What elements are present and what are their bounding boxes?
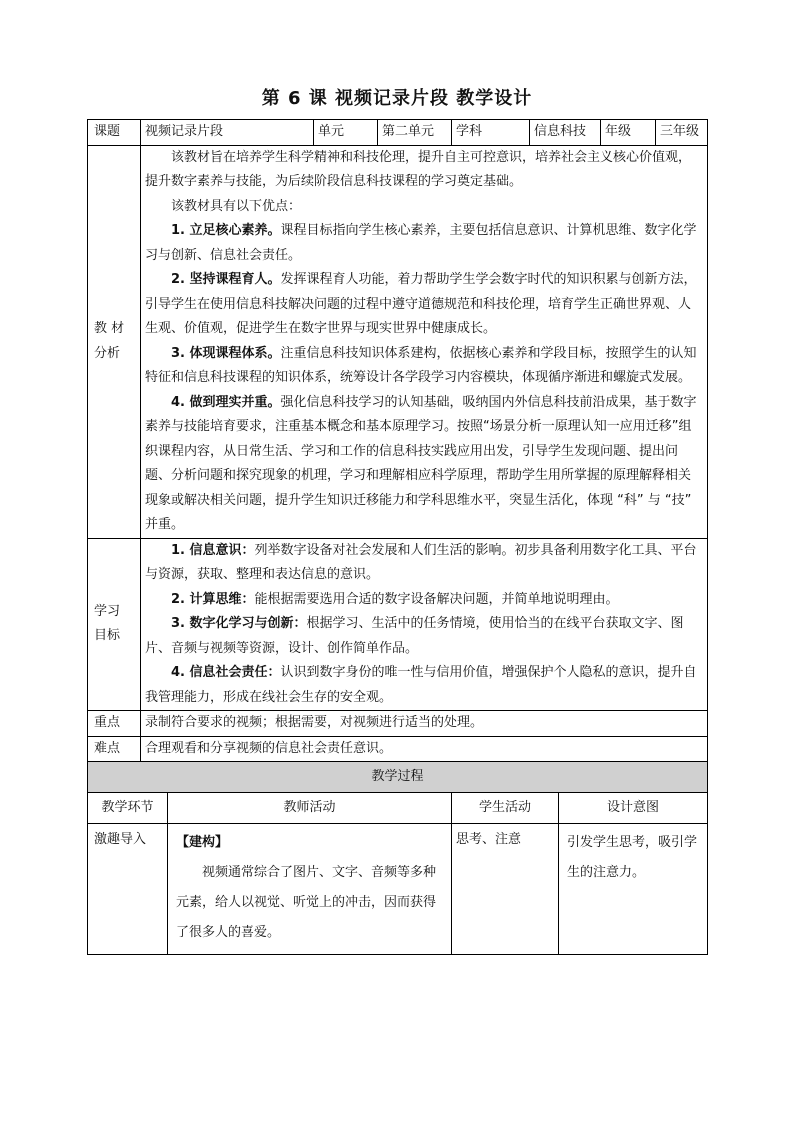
process-heading-row xyxy=(88,762,708,793)
process-student: 思考、注意 xyxy=(452,824,559,955)
process-col-stage: 教学环节 xyxy=(88,793,168,824)
material-label-line1: 教 材 xyxy=(94,321,125,336)
objective-point xyxy=(145,612,703,661)
objective-body: 认识到数字身份的唯一性与信用价值，增强保护个人隐私的意识，提升自我管理能力，形成在线社会生存的安全观。 xyxy=(145,665,697,705)
process-col-student: 学生活动 xyxy=(452,793,559,824)
objective-body: 根据学习、生活中的任务情境，使用恰当的在线平台获取文字、图片、音频与视频等资源，设计、创作简单作品。 xyxy=(145,616,684,656)
material-point-head: 1. 立足核心素养。 xyxy=(171,223,281,238)
unit-label: 单元 xyxy=(314,120,378,146)
lesson-plan-table xyxy=(87,119,708,955)
grade-value: 三年级 xyxy=(656,120,708,146)
process-columns-row xyxy=(88,793,708,824)
process-col-teacher: 教师活动 xyxy=(168,793,452,824)
objective-point xyxy=(145,588,703,613)
objective-head: 1. 信息意识： xyxy=(171,542,255,558)
header-row xyxy=(88,120,708,146)
difficulty-value: 合理观看和分享视频的信息社会责任意识。 xyxy=(141,736,708,762)
material-point xyxy=(145,391,703,538)
grade-label: 年级 xyxy=(601,120,656,146)
objective-head: 4. 信息社会责任： xyxy=(171,665,281,680)
key-point-value: 录制符合要求的视频；根据需要，对视频进行适当的处理。 xyxy=(141,711,708,737)
material-point-body: 强化信息科技学习的认知基础，吸纳国内外信息科技前沿成果，基于数字素养与技能培育要求，注重基本概念和基本原理学习。按照“场景分析一原理认知一应用迁移”组织课程内容，从日常生活、学习和工作的信息科技实践应用出发，引导学生发现问题、提出问题、分析问题和探究现象的机理，学习和理解相应科学原理，帮助学生用所掌握的原理解释相关现象或解决相关问题，提升学生知识迁移能力和学科思维水平，突显生活化，体现 “科” 与 “技” 并重。 xyxy=(145,394,697,532)
process-teacher-body: 视频通常综合了图片、文字、音频等多种元素，给人以视觉、听觉上的冲击，因而获得了很多人的喜爱。 xyxy=(176,865,437,940)
difficulty-label: 难点 xyxy=(88,736,141,762)
objective-body: 列举数字设备对社会发展和人们生活的影响。初步具备利用数字化工具、平台与资源，获取、整理和表达信息的意识。 xyxy=(145,542,697,582)
objectives-label-line2: 目标 xyxy=(94,628,121,644)
material-point-head: 2. 坚持课程育人。 xyxy=(171,272,281,287)
process-teacher-head: 【建构】 xyxy=(176,835,229,850)
objective-point xyxy=(145,539,703,588)
page-title: 第 6 课 视频记录片段 教学设计 xyxy=(261,88,533,109)
material-point xyxy=(145,268,703,342)
material-point-head: 4. 做到理实并重。 xyxy=(171,394,281,410)
objective-head: 2. 计算思维： xyxy=(171,591,255,607)
subject-label: 学科 xyxy=(452,120,530,146)
process-stage: 激趣导入 xyxy=(88,824,168,955)
material-point-body: 注重信息科技知识体系建构，依据核心素养和学段目标，按照学生的认知特征和信息科技课程的知识体系，统筹设计各学段学习内容模块，体现循序渐进和螺旋式发展。 xyxy=(145,345,697,385)
material-point-head: 3. 体现课程体系。 xyxy=(171,345,281,361)
key-point-row xyxy=(88,711,708,737)
process-teacher xyxy=(168,824,452,955)
objectives-row xyxy=(88,538,708,711)
material-point-body: 发挥课程育人功能，着力帮助学生学会数字时代的知识积累与创新方法，引导学生在使用信息科技解决问题的过程中遵守道德规范和科技伦理，培育学生正确世界观、人生观、价值观，促进学生在数字世界与现实世界中健康成长。 xyxy=(145,272,697,336)
process-heading: 教学过程 xyxy=(88,762,708,793)
objectives-content xyxy=(141,538,708,711)
objective-head: 3. 数字化学习与创新： xyxy=(171,616,307,631)
objectives-label-line1: 学习 xyxy=(94,603,121,619)
objective-body: 能根据需要选用合适的数字设备解决问题，并简单地说明理由。 xyxy=(254,591,619,607)
process-row xyxy=(88,824,708,955)
topic-label: 课题 xyxy=(88,120,141,146)
objective-point xyxy=(145,661,703,710)
material-intro: 该教材旨在培养学生科学精神和科技伦理，提升自主可控意识，培养社会主义核心价值观，提升数字素养与技能，为后续阶段信息科技课程的学习奠定基础。 xyxy=(145,149,692,189)
subject-value: 信息科技 xyxy=(530,120,601,146)
material-content xyxy=(141,145,708,538)
material-analysis-row xyxy=(88,145,708,538)
process-intent: 引发学生思考，吸引学生的注意力。 xyxy=(559,824,708,955)
material-point-body: 课程目标指向学生核心素养，主要包括信息意识、计算机思维、数字化学习与创新、信息社会责任。 xyxy=(145,223,697,263)
objectives-label xyxy=(88,538,141,711)
difficulty-row xyxy=(88,736,708,762)
material-label xyxy=(88,145,141,538)
key-point-label: 重点 xyxy=(88,711,141,737)
material-point xyxy=(145,342,703,391)
material-label-line2: 分析 xyxy=(94,345,121,361)
process-col-intent: 设计意图 xyxy=(559,793,708,824)
material-point xyxy=(145,219,703,268)
unit-value: 第二单元 xyxy=(378,120,452,146)
material-advantages-intro: 该教材具有以下优点： xyxy=(171,198,302,214)
topic-value: 视频记录片段 xyxy=(141,120,314,146)
